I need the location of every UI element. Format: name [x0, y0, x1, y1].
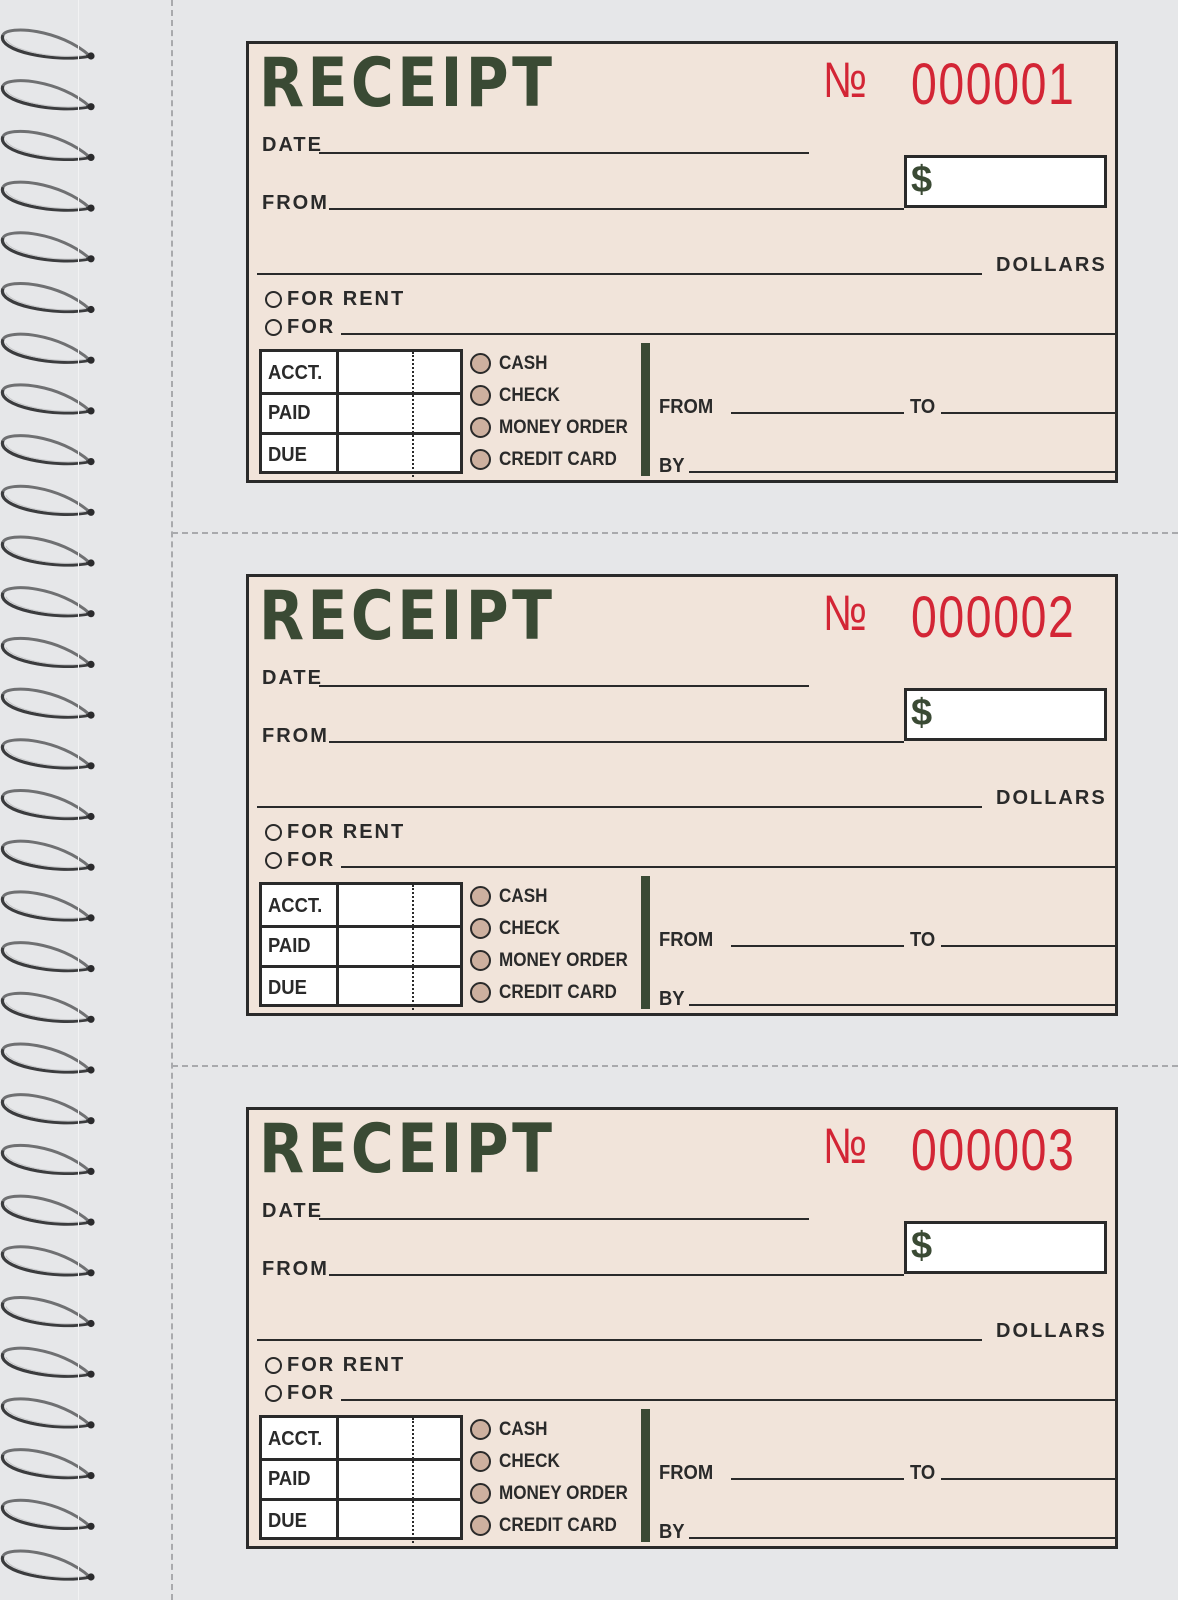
spiral-coil [2, 740, 94, 770]
dollar-sign: $ [911, 1225, 933, 1267]
due-row [262, 1500, 460, 1540]
spiral-coil [2, 1247, 94, 1277]
spiral-coil [2, 841, 94, 871]
for-field[interactable] [341, 1399, 1117, 1401]
due-label: DUE [268, 977, 307, 999]
spiral-coil [2, 486, 94, 516]
credit-card-label: CREDIT CARD [499, 449, 617, 470]
account-table [259, 349, 463, 474]
cash-label: CASH [499, 353, 548, 374]
check-label: CHECK [499, 385, 560, 406]
by-label: BY [659, 455, 685, 477]
check-label: CHECK [499, 1451, 560, 1472]
acct-label: ACCT. [268, 362, 323, 384]
by-field[interactable] [689, 1537, 1116, 1539]
period-to-field[interactable] [941, 1478, 1116, 1480]
for-radio[interactable] [265, 1385, 282, 1402]
receipt-number: 000001 [911, 52, 1076, 117]
for-field[interactable] [341, 866, 1117, 868]
cash-label: CASH [499, 886, 548, 907]
money-order-label: MONEY ORDER [499, 417, 628, 438]
from-field[interactable] [329, 1274, 904, 1276]
from-label: FROM [262, 192, 329, 214]
period-from-field[interactable] [731, 412, 904, 414]
receipt-number: 000003 [911, 1118, 1076, 1183]
money-order-radio[interactable] [470, 417, 491, 438]
spiral-coil [2, 1348, 94, 1378]
period-from-label: FROM [659, 1462, 714, 1484]
account-row [262, 1418, 460, 1461]
dollars-written-field[interactable] [257, 1339, 982, 1341]
cash-label: CASH [499, 1419, 548, 1440]
account-table [259, 1415, 463, 1540]
number-sign: № [823, 585, 867, 641]
period-to-label: TO [910, 1462, 936, 1484]
due-row [262, 967, 460, 1007]
credit-card-radio[interactable] [470, 982, 491, 1003]
for-field[interactable] [341, 333, 1117, 335]
period-to-label: TO [910, 929, 936, 951]
amount-field[interactable] [904, 155, 1107, 208]
spiral-coil [2, 81, 94, 111]
perforation-horizontal [172, 532, 1178, 534]
spiral-coil [2, 1551, 94, 1581]
paid-label: PAID [268, 1468, 311, 1490]
acct-label: ACCT. [268, 1428, 323, 1450]
spiral-coil [2, 182, 94, 212]
cents-divider [412, 352, 414, 477]
check-radio[interactable] [470, 918, 491, 939]
spiral-coil [2, 892, 94, 922]
from-label: FROM [262, 725, 329, 747]
amount-field[interactable] [904, 688, 1107, 741]
spiral-coil [2, 943, 94, 973]
amount-field[interactable] [904, 1221, 1107, 1274]
date-field[interactable] [319, 152, 809, 154]
cash-radio[interactable] [470, 353, 491, 374]
spiral-coil [2, 588, 94, 618]
check-radio[interactable] [470, 385, 491, 406]
spiral-coil [2, 1297, 94, 1327]
spiral-coil [2, 1095, 94, 1125]
spiral-coil [2, 790, 94, 820]
dollars-written-field[interactable] [257, 273, 982, 275]
by-field[interactable] [689, 1004, 1116, 1006]
section-divider [641, 1409, 650, 1542]
spiral-coil [2, 436, 94, 466]
due-label: DUE [268, 444, 307, 466]
for-label: FOR [287, 1382, 336, 1404]
spiral-coil [2, 385, 94, 415]
for-rent-radio[interactable] [265, 291, 282, 308]
spiral-coil [2, 233, 94, 263]
spiral-coil [2, 283, 94, 313]
cash-radio[interactable] [470, 1419, 491, 1440]
receipt-form-1 [246, 41, 1118, 483]
for-radio[interactable] [265, 852, 282, 869]
credit-card-radio[interactable] [470, 1515, 491, 1536]
for-rent-label: FOR RENT [287, 1354, 406, 1376]
for-rent-label: FOR RENT [287, 821, 406, 843]
period-from-field[interactable] [731, 1478, 904, 1480]
period-to-label: TO [910, 396, 936, 418]
paid-row [262, 392, 460, 435]
number-sign: № [823, 1118, 867, 1174]
period-from-label: FROM [659, 929, 714, 951]
period-from-field[interactable] [731, 945, 904, 947]
money-order-radio[interactable] [470, 950, 491, 971]
receipt-title: RECEIPT [259, 577, 556, 656]
account-row [262, 352, 460, 395]
credit-card-radio[interactable] [470, 449, 491, 470]
paid-label: PAID [268, 935, 311, 957]
check-label: CHECK [499, 918, 560, 939]
dollar-sign: $ [911, 692, 933, 734]
paid-row [262, 1458, 460, 1501]
spiral-coil [2, 30, 94, 60]
from-field[interactable] [329, 208, 904, 210]
spiral-coil [2, 1450, 94, 1480]
date-field[interactable] [319, 1218, 809, 1220]
spiral-coil [2, 1196, 94, 1226]
spiral-coil [2, 1145, 94, 1175]
dollars-written-field[interactable] [257, 806, 982, 808]
receipt-form-2 [246, 574, 1118, 1016]
from-field[interactable] [329, 741, 904, 743]
spiral-coil [2, 537, 94, 567]
for-rent-radio[interactable] [265, 824, 282, 841]
spiral-coil [2, 1399, 94, 1429]
money-order-label: MONEY ORDER [499, 950, 628, 971]
by-label: BY [659, 1521, 685, 1543]
for-rent-label: FOR RENT [287, 288, 406, 310]
credit-card-label: CREDIT CARD [499, 982, 617, 1003]
spiral-coil [2, 334, 94, 364]
spiral-coil [2, 638, 94, 668]
by-label: BY [659, 988, 685, 1010]
from-label: FROM [262, 1258, 329, 1280]
stub-edge [78, 0, 79, 1600]
receipt-number: 000002 [911, 585, 1076, 650]
for-label: FOR [287, 316, 336, 338]
dollars-label: DOLLARS [996, 787, 1107, 809]
for-rent-radio[interactable] [265, 1357, 282, 1374]
perforation-vertical [171, 0, 173, 1600]
dollars-label: DOLLARS [996, 1320, 1107, 1342]
receipt-title: RECEIPT [259, 1110, 556, 1189]
spiral-coil [2, 1044, 94, 1074]
section-divider [641, 343, 650, 476]
section-divider [641, 876, 650, 1009]
spiral-binding [0, 0, 100, 1600]
account-table [259, 882, 463, 1007]
money-order-label: MONEY ORDER [499, 1483, 628, 1504]
for-radio[interactable] [265, 319, 282, 336]
date-field[interactable] [319, 685, 809, 687]
credit-card-label: CREDIT CARD [499, 1515, 617, 1536]
period-to-field[interactable] [941, 945, 1116, 947]
date-label: DATE [262, 1200, 323, 1222]
due-label: DUE [268, 1510, 307, 1532]
date-label: DATE [262, 134, 323, 156]
dollar-sign: $ [911, 159, 933, 201]
cents-divider [412, 885, 414, 1010]
period-to-field[interactable] [941, 412, 1116, 414]
spiral-coil [2, 1500, 94, 1530]
spiral-coil [2, 993, 94, 1023]
receipt-form-3 [246, 1107, 1118, 1549]
due-row [262, 434, 460, 474]
check-radio[interactable] [470, 1451, 491, 1472]
by-field[interactable] [689, 471, 1116, 473]
period-from-label: FROM [659, 396, 714, 418]
spiral-coil [2, 131, 94, 161]
money-order-radio[interactable] [470, 1483, 491, 1504]
date-label: DATE [262, 667, 323, 689]
perforation-horizontal [172, 1065, 1178, 1067]
paid-label: PAID [268, 402, 311, 424]
spiral-coil [2, 689, 94, 719]
number-sign: № [823, 52, 867, 108]
paid-row [262, 925, 460, 968]
cash-radio[interactable] [470, 886, 491, 907]
dollars-label: DOLLARS [996, 254, 1107, 276]
acct-label: ACCT. [268, 895, 323, 917]
for-label: FOR [287, 849, 336, 871]
account-row [262, 885, 460, 928]
receipt-title: RECEIPT [259, 44, 556, 123]
cents-divider [412, 1418, 414, 1543]
